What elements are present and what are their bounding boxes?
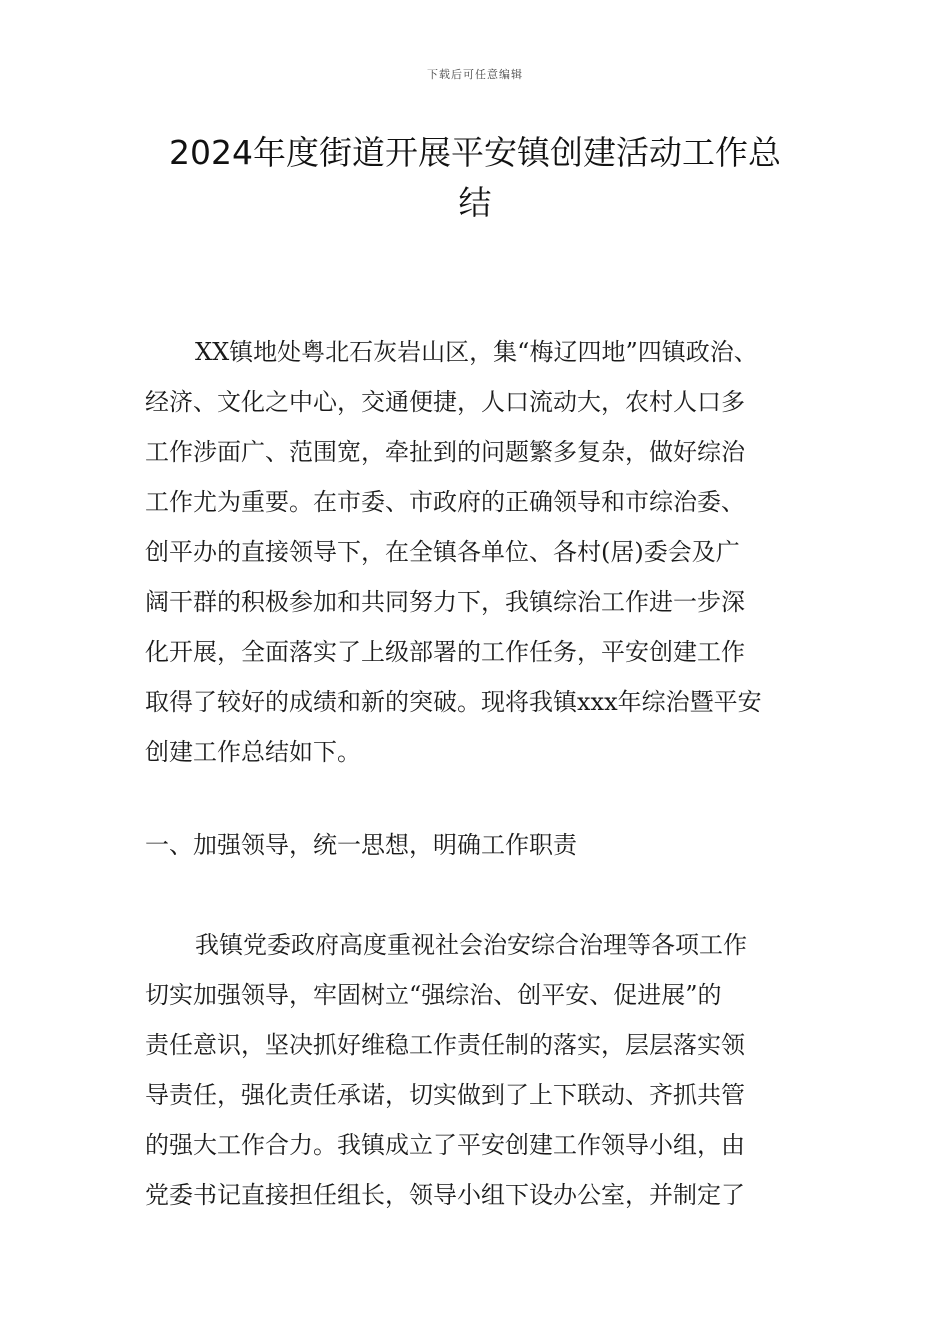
paragraph-line: 阔干群的积极参加和共同努力下，我镇综治工作进一步深 [145, 588, 745, 616]
paragraph-line: 导责任，强化责任承诺，切实做到了上下联动、齐抓共管 [145, 1081, 745, 1109]
paragraph-line: 取得了较好的成绩和新的突破。现将我镇xxx年综治暨平安 [145, 688, 762, 716]
title-line-2: 结 [458, 183, 492, 222]
paragraph-line: 经济、文化之中心，交通便捷，人口流动大，农村人口多 [145, 388, 745, 416]
paragraph-line: 工作涉面广、范围宽，牵扯到的问题繁多复杂，做好综治 [145, 438, 745, 466]
paragraph-line: 创建工作总结如下。 [145, 738, 361, 766]
paragraph-line: 工作尤为重要。在市委、市政府的正确领导和市综治委、 [145, 488, 745, 516]
section-1-body [145, 920, 810, 1220]
section-1-paragraph [145, 920, 810, 1220]
paragraph-line: 切实加强领导，牢固树立“强综治、创平安、促进展”的 [145, 981, 722, 1009]
page-header-note: 下载后可任意编辑 [427, 68, 523, 81]
paragraph-line: 的强大工作合力。我镇成立了平安创建工作领导小组，由 [145, 1131, 745, 1159]
paragraph-line: 责任意识，坚决抓好维稳工作责任制的落实，层层落实领 [145, 1031, 745, 1059]
paragraph-line: 创平办的直接领导下，在全镇各单位、各村(居)委会及广 [145, 538, 740, 566]
intro-paragraph [145, 327, 810, 777]
section-1 [145, 820, 810, 870]
paragraph-line: 党委书记直接担任组长，领导小组下设办公室，并制定了 [145, 1181, 745, 1209]
paragraph-line: 我镇党委政府高度重视社会治安综合治理等各项工作 [195, 931, 747, 959]
document-title [145, 128, 805, 228]
title-line-1: 2024年度街道开展平安镇创建活动工作总 [169, 133, 781, 172]
section-heading: 一、加强领导，统一思想，明确工作职责 [145, 831, 577, 859]
paragraph-line: 化开展，全面落实了上级部署的工作任务，平安创建工作 [145, 638, 745, 666]
paragraph-line: XX镇地处粤北石灰岩山区，集“梅辽四地”四镇政治、 [195, 338, 758, 366]
document-body [145, 327, 810, 777]
